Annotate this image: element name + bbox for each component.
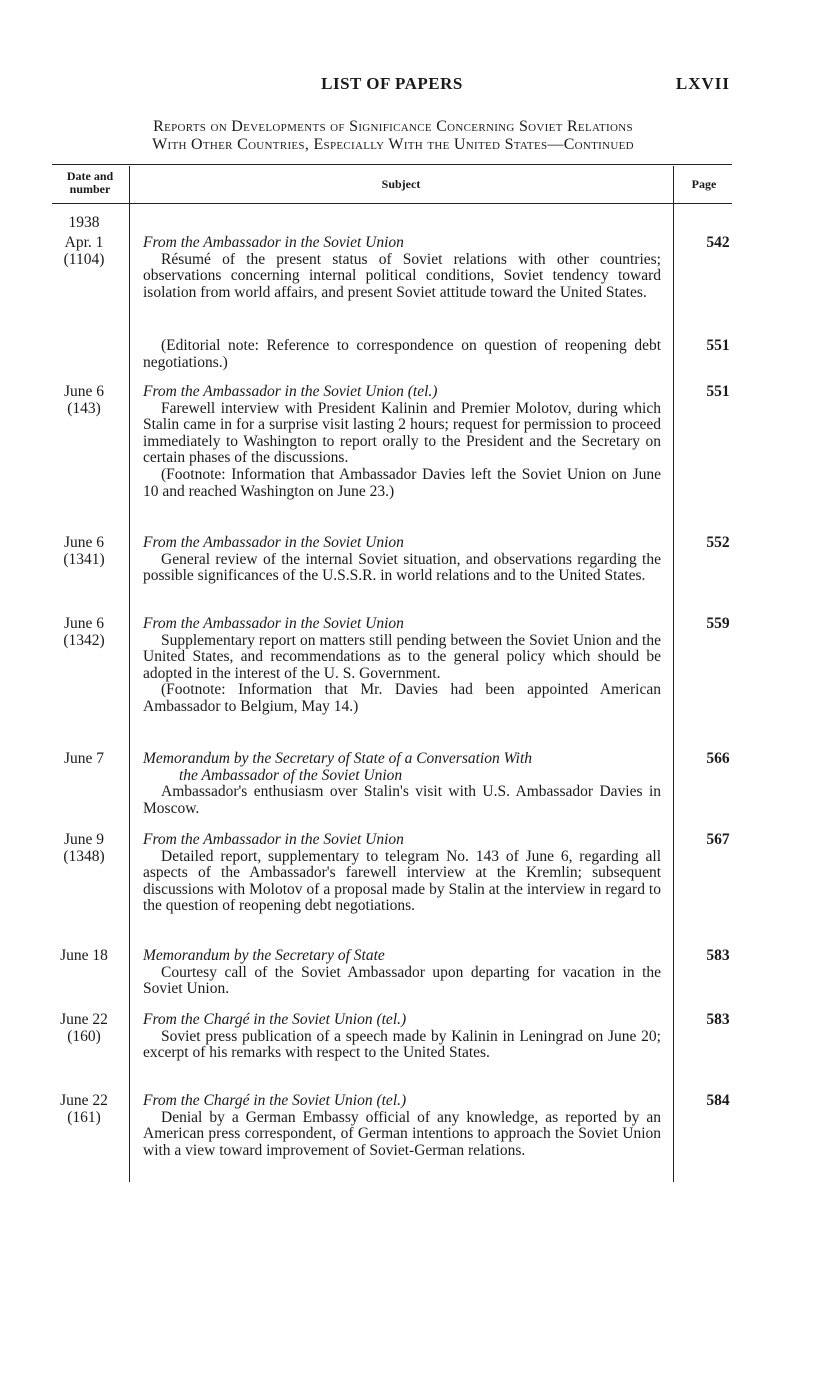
entry-subject [143,535,661,585]
entry-footnote: (Footnote: Information that Mr. Davies had been appointed American Ambassador to Belgium, May 14.) [143,681,661,715]
entry-text: Farewell interview with President Kalinin and Premier Molotov, during which Stalin came in for a surprise visit lasting 2 hours; request for permission to proceed immediately to Washington to report orally to the President and the Secretary on certain phases of the discussions. [143,399,661,467]
column-header-date: Date and number [66,169,114,196]
column-divider-left [129,166,130,1182]
entry-text: Ambassador's enthusiasm over Stalin's visit with U.S. Ambassador Davies in Moscow. [143,783,661,817]
entry-text: General review of the internal Soviet situation, and observations regarding the possible significances of the U.S.S.R. in world relations and to the United States. [143,550,661,585]
entry-date: June 6 (143) [63,383,105,417]
entry-page: 552 [706,534,730,551]
running-header [0,74,824,96]
entry-page: 559 [706,615,730,632]
entry-date: June 22 (160) [60,1011,108,1045]
entry-page: 584 [706,1092,730,1109]
entry-date: Apr. 1 (1104) [63,234,105,268]
entry-subject [143,384,661,500]
entry-text: Denial by a German Embassy official of any knowledge, as reported by an American press correspondent, of German intentions to approach the Soviet Union with a view toward improvement of Soviet-German relations. [143,1108,661,1159]
entry-date: June 18 [60,947,108,964]
header-bottom-rule [52,203,732,204]
column-header-subject: Subject [381,177,421,191]
entry-page: 566 [706,750,730,767]
entry-source: From the Ambassador in the Soviet Union [143,534,404,551]
entry-page: 551 [706,383,730,400]
entry-subject [143,616,661,716]
running-title: LIST OF PAPERS [321,74,463,93]
entry-date: June 6 (1342) [63,615,105,649]
entry-source: From the Ambassador in the Soviet Union [143,234,404,251]
entry-source: From the Ambassador in the Soviet Union (tel.) [143,383,438,400]
table-top-rule [52,164,732,165]
entry-subject [143,1012,661,1062]
section-title-line1: Reports on Developments of Significance Concerning Soviet Relations [153,118,633,135]
entry-page: 551 [706,337,730,354]
entry-text: Soviet press publication of a speech made by Kalinin in Leningrad on June 20; excerpt of his remarks with respect to the United States. [143,1027,661,1062]
column-divider-right [673,166,674,1182]
entry-subject [143,235,661,301]
entry-source-continued: the Ambassador of the Soviet Union [179,766,403,784]
entry-subject [143,751,661,817]
column-header-page: Page [691,177,717,191]
section-title-line2: With Other Countries, Especially With the United States—Continued [152,136,634,153]
editorial-note: (Editorial note: Reference to correspondence on question of reopening debt negotiations.) [143,337,661,371]
entry-date: June 9 (1348) [63,831,105,865]
entry-page: 567 [706,831,730,848]
entry-page: 542 [706,234,730,251]
entry-date: June 22 (161) [60,1092,108,1126]
entry-text: Detailed report, supplementary to telegram No. 143 of June 6, regarding all aspects of the Ambassador's farewell interview at the Kremlin; subsequent discussions with Molotov of a proposal made by Stalin at the interview in regard to the question of reopening debt negotiations. [143,847,661,915]
section-title [52,118,734,154]
entry-source: From the Ambassador in the Soviet Union [143,615,404,632]
entry-subject [143,832,661,915]
entry-source: Memorandum by the Secretary of State of a Conversation With [143,750,533,767]
entry-source: Memorandum by the Secretary of State [143,947,385,964]
entry-date: June 6 (1341) [63,534,105,568]
entry-source: From the Chargé in the Soviet Union (tel.) [143,1092,407,1109]
entry-subject [143,1093,661,1159]
entry-source: From the Ambassador in the Soviet Union [143,831,404,848]
entry-source: From the Chargé in the Soviet Union (tel.) [143,1011,407,1028]
entry-text: Supplementary report on matters still pending between the Soviet Union and the United States, and recommendations as to the general policy which should be adopted in the interest of the U. S. Government. [143,631,661,682]
entry-page: 583 [706,1011,730,1028]
entry-subject [143,948,661,998]
entry-text: Résumé of the present status of Soviet relations with other countries; observations concerning internal political conditions, Soviet tendency toward isolation from world affairs, and present Soviet attitude toward the United States. [143,250,661,301]
page-number: LXVII [675,74,730,93]
entry-page: 583 [706,947,730,964]
entry-date: June 7 [63,750,105,767]
entry-text: Courtesy call of the Soviet Ambassador upon departing for vacation in the Soviet Union. [143,963,661,998]
entry-footnote: (Footnote: Information that Ambassador Davies left the Soviet Union on June 10 and reached Washington on June 23.) [143,465,661,500]
